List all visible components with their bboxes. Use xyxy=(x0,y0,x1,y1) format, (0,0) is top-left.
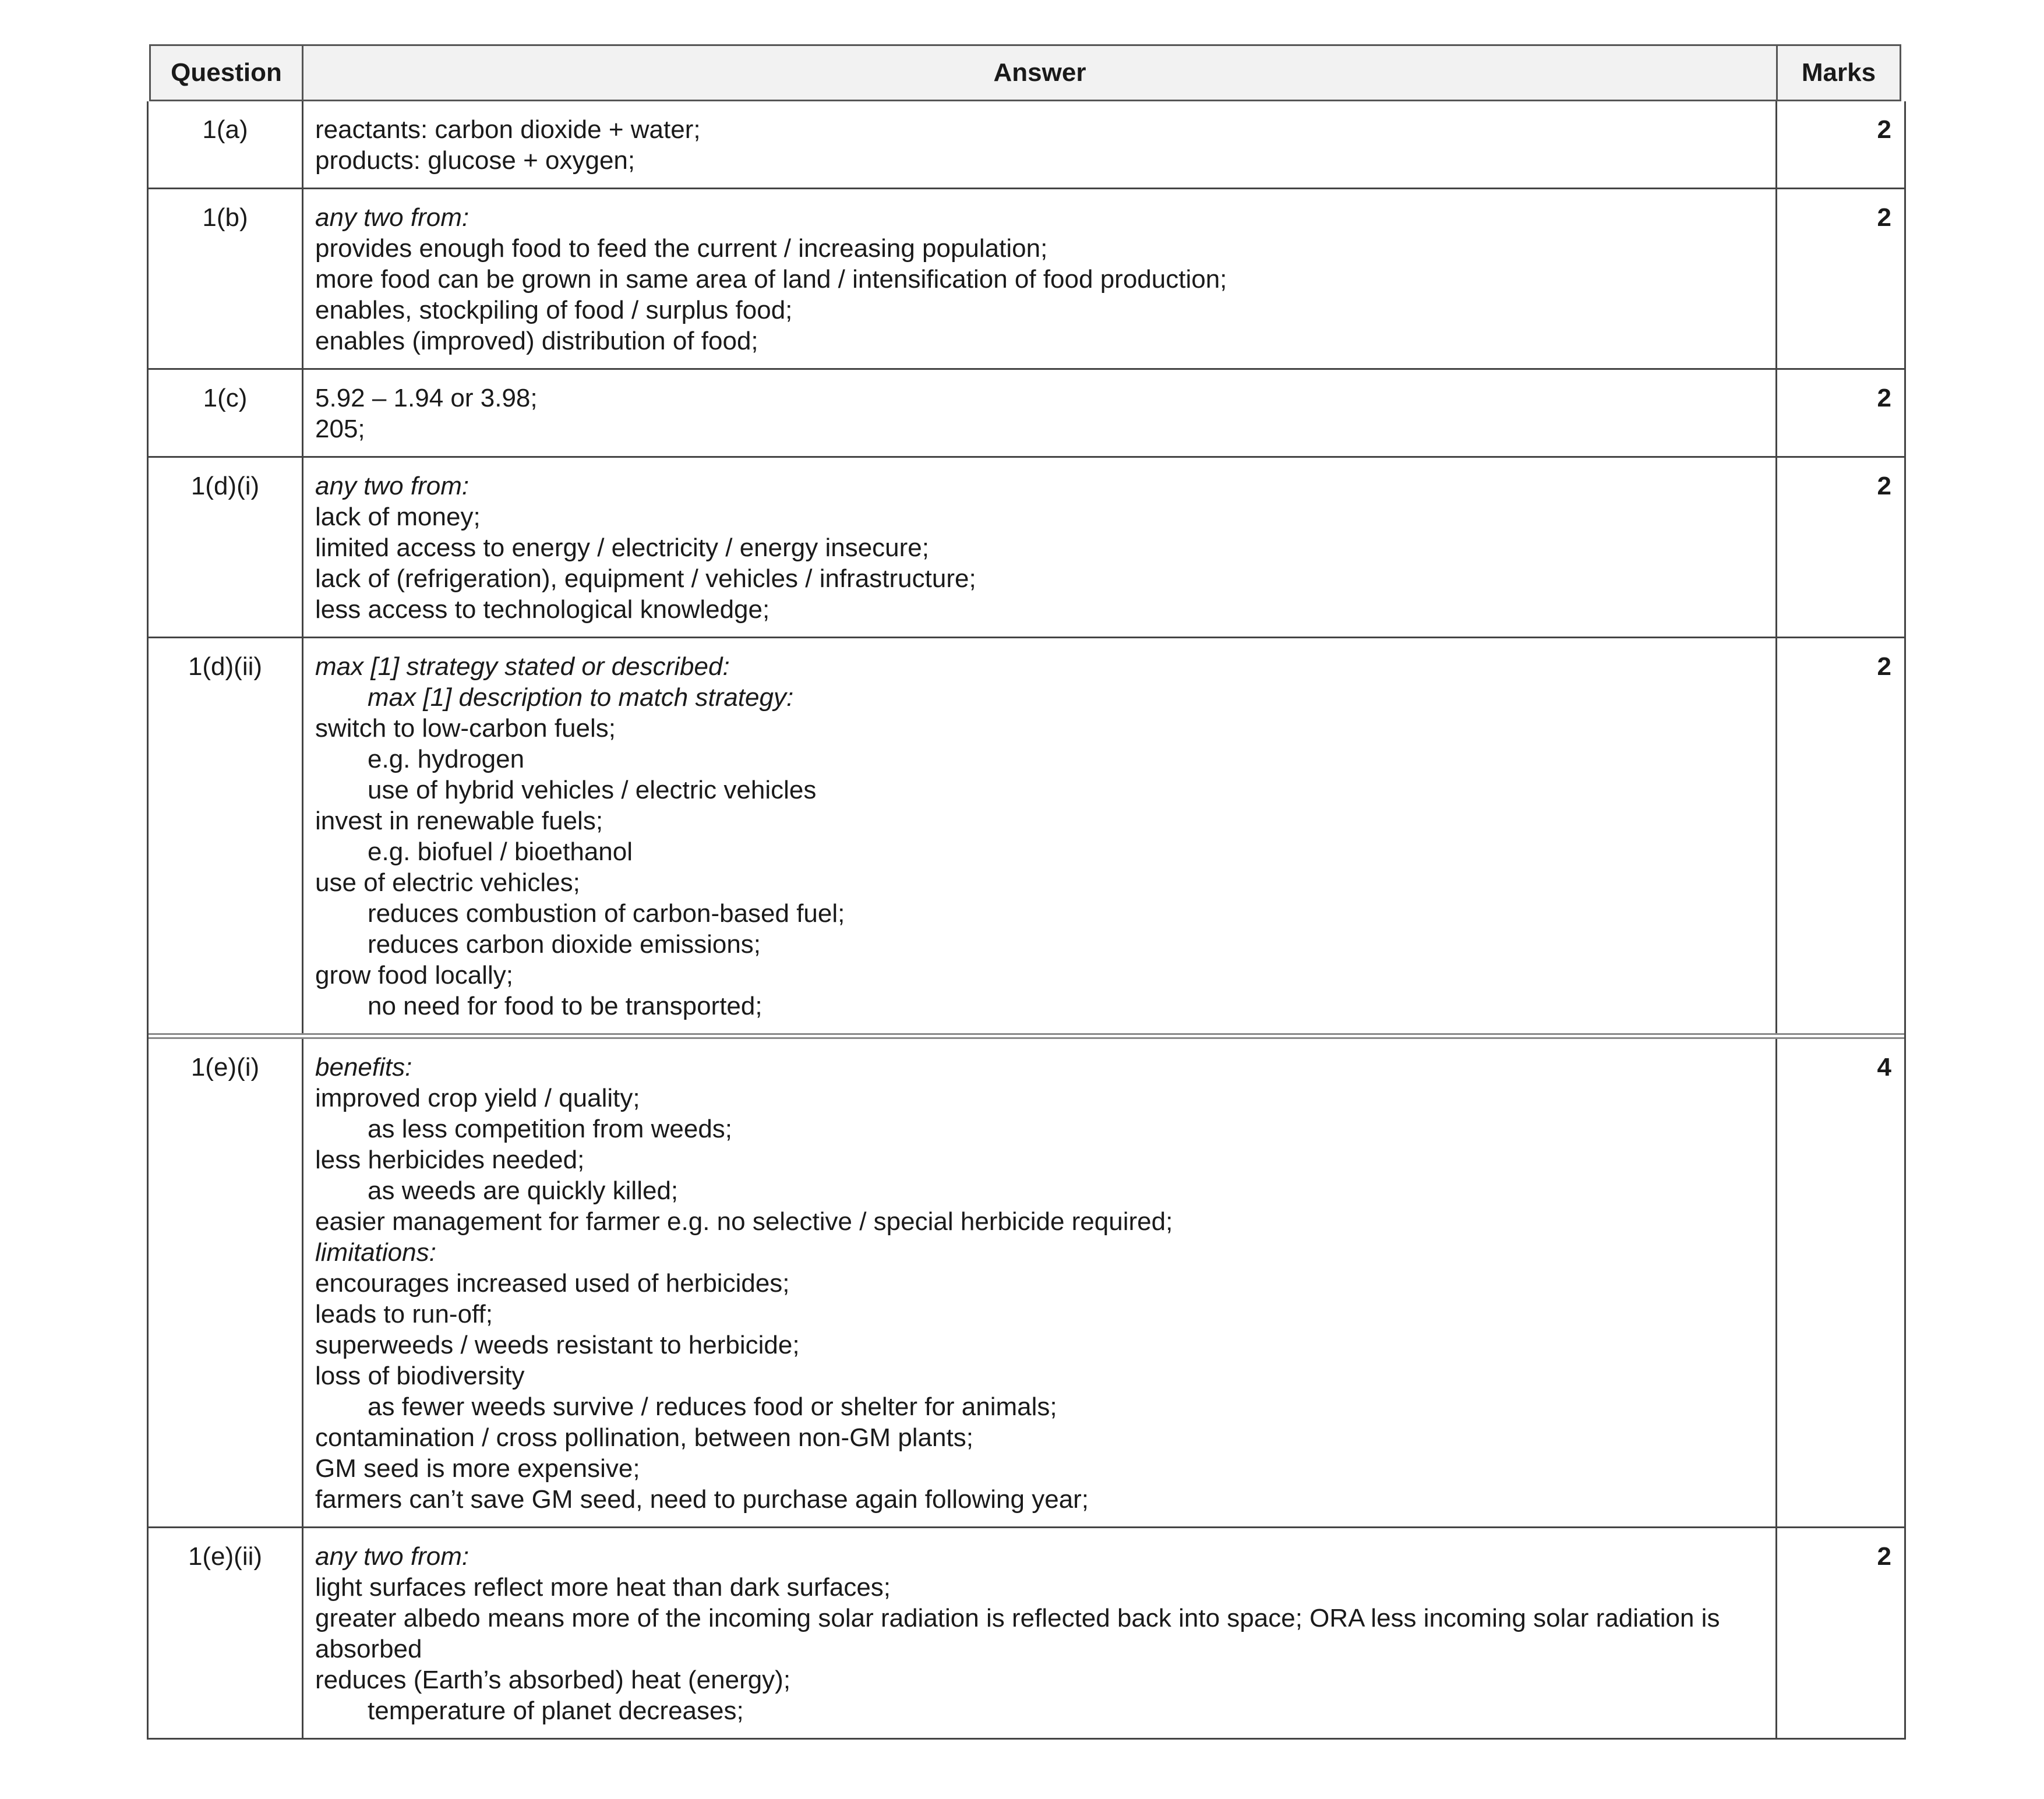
question-number: 1(e)(ii) xyxy=(149,1528,303,1738)
answer-line: superweeds / weeds resistant to herbicide; xyxy=(315,1331,800,1359)
answer-line: switch to low-carbon fuels; xyxy=(315,714,616,743)
answer-line: grow food locally; xyxy=(315,961,513,989)
question-number: 1(d)(ii) xyxy=(149,638,303,1033)
answer-line: any two from: xyxy=(315,1542,469,1571)
marks-value: 2 xyxy=(1877,472,1891,500)
question-number: 1(a) xyxy=(149,101,303,188)
table-row xyxy=(149,1039,1904,1528)
answer-line: provides enough food to feed the current / increasing population; xyxy=(315,234,1048,263)
table-row xyxy=(149,638,1904,1039)
answer-line: as less competition from weeds; xyxy=(368,1115,733,1143)
mark-scheme-table xyxy=(147,44,1906,1740)
answer-line: 5.92 – 1.94 or 3.98; xyxy=(315,384,538,412)
answer-cell xyxy=(303,1039,1777,1526)
table-header xyxy=(149,44,1901,101)
marks-value: 2 xyxy=(1877,384,1891,412)
table-row xyxy=(149,458,1904,638)
table-row xyxy=(149,101,1904,189)
answer-line: GM seed is more expensive; xyxy=(315,1454,640,1483)
table-body xyxy=(147,101,1906,1740)
question-number: 1(b) xyxy=(149,189,303,368)
answer-line: leads to run-off; xyxy=(315,1300,493,1328)
answer-line: products: glucose + oxygen; xyxy=(315,146,636,175)
answer-line: greater albedo means more of the incoming solar radiation is reflected back into space; ORA less incoming solar radiation is absorbed xyxy=(315,1604,1727,1663)
answer-line: reduces (Earth’s absorbed) heat (energy); xyxy=(315,1666,791,1694)
answer-line: use of hybrid vehicles / electric vehicles xyxy=(368,776,817,804)
answer-line: more food can be grown in same area of land / intensification of food production; xyxy=(315,265,1227,294)
answer-cell xyxy=(303,1528,1777,1738)
answer-line: less herbicides needed; xyxy=(315,1146,585,1174)
table-row xyxy=(149,370,1904,458)
table-row xyxy=(149,189,1904,370)
answer-line: no need for food to be transported; xyxy=(368,992,762,1020)
question-number: 1(e)(i) xyxy=(149,1039,303,1526)
answer-line: temperature of planet decreases; xyxy=(368,1696,744,1725)
question-number: 1(c) xyxy=(149,370,303,456)
answer-line: loss of biodiversity xyxy=(315,1362,525,1390)
header-answer: Answer xyxy=(303,46,1778,100)
question-number: 1(d)(i) xyxy=(149,458,303,637)
answer-line: light surfaces reflect more heat than dark surfaces; xyxy=(315,1573,891,1602)
answer-line: e.g. biofuel / bioethanol xyxy=(368,837,633,866)
answer-cell xyxy=(303,101,1777,188)
answer-line: 205; xyxy=(315,415,365,443)
marks-value: 4 xyxy=(1877,1053,1891,1081)
answer-line: limited access to energy / electricity / energy insecure; xyxy=(315,533,930,562)
answer-line: reduces combustion of carbon-based fuel; xyxy=(368,899,845,928)
table-row xyxy=(149,1528,1904,1740)
answer-line: limitations: xyxy=(315,1238,436,1267)
answer-line: invest in renewable fuels; xyxy=(315,807,603,835)
marks-value: 2 xyxy=(1877,203,1891,232)
answer-line: enables, stockpiling of food / surplus food; xyxy=(315,296,793,324)
answer-line: lack of money; xyxy=(315,503,481,531)
answer-line: reduces carbon dioxide emissions; xyxy=(368,930,761,959)
answer-line: any two from: xyxy=(315,203,469,232)
marks-value: 2 xyxy=(1877,115,1891,144)
answer-cell xyxy=(303,370,1777,456)
answer-line: lack of (refrigeration), equipment / vehicles / infrastructure; xyxy=(315,564,976,593)
answer-line: any two from: xyxy=(315,472,469,500)
answer-line: less access to technological knowledge; xyxy=(315,595,770,624)
answer-line: improved crop yield / quality; xyxy=(315,1084,640,1112)
header-question: Question xyxy=(151,46,303,100)
answer-line: e.g. hydrogen xyxy=(368,745,525,773)
answer-line: enables (improved) distribution of food; xyxy=(315,327,758,355)
marks-value: 2 xyxy=(1877,1542,1891,1571)
answer-line: as weeds are quickly killed; xyxy=(368,1176,679,1205)
answer-cell xyxy=(303,458,1777,637)
answer-line: use of electric vehicles; xyxy=(315,868,580,897)
header-marks: Marks xyxy=(1801,58,1876,87)
answer-line: farmers can’t save GM seed, need to purchase again following year; xyxy=(315,1485,1089,1514)
answer-line: easier management for farmer e.g. no selective / special herbicide required; xyxy=(315,1207,1173,1236)
answer-line: encourages increased used of herbicides; xyxy=(315,1269,790,1298)
answer-line: reactants: carbon dioxide + water; xyxy=(315,115,701,144)
marks-value: 2 xyxy=(1877,652,1891,681)
answer-line: benefits: xyxy=(315,1053,412,1081)
answer-line: max [1] strategy stated or described: xyxy=(315,652,730,681)
answer-cell xyxy=(303,189,1777,368)
answer-line: as fewer weeds survive / reduces food or shelter for animals; xyxy=(368,1392,1057,1421)
answer-line: max [1] description to match strategy: xyxy=(368,683,794,712)
answer-cell xyxy=(303,638,1777,1033)
answer-line: contamination / cross pollination, between non-GM plants; xyxy=(315,1423,973,1452)
